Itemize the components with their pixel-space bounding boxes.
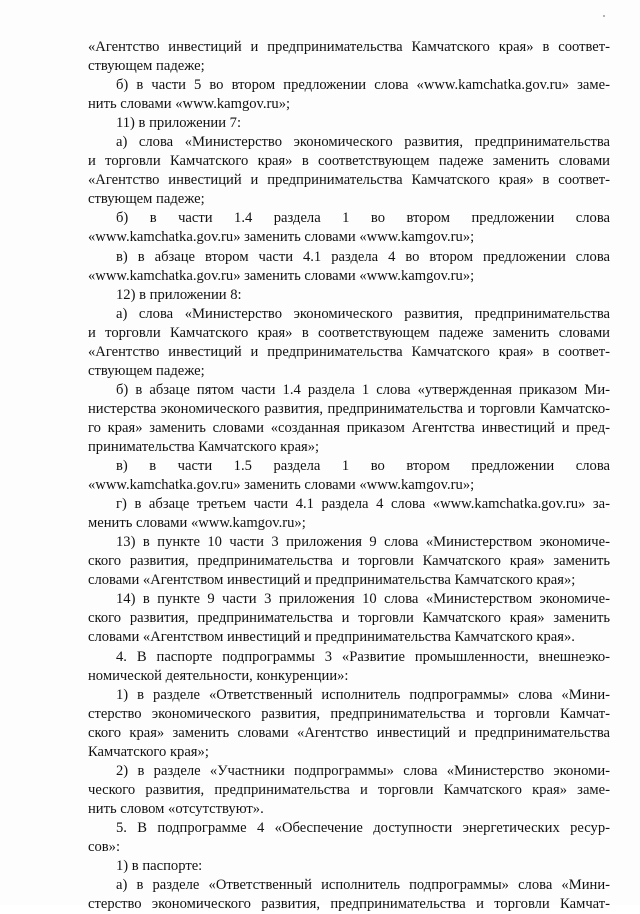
text-line: «Агентство инвестиций и предпринимательства Камчатского края» в соответ-	[88, 172, 610, 189]
text-line: 5. В подпрограмме 4 «Обеспечение доступности энергетических ресур-	[116, 819, 610, 836]
text-line: ствующем падеже;	[88, 58, 205, 75]
text-line: ского края» заменить словами «Агентство инвестиций и предпринимательства	[88, 724, 610, 741]
text-line: 2) в разделе «Участники подпрограммы» слова «Министерство экономи-	[116, 762, 610, 779]
text-line: в) в абзаце втором части 4.1 раздела 4 во втором предложении слова	[116, 248, 610, 265]
text-line: «www.kamchatka.gov.ru» заменить словами «www.kamgov.ru»;	[88, 229, 475, 246]
text-line: 12) в приложении 8:	[116, 286, 242, 303]
text-line: го края» заменить словами «созданная приказом Агентства инвестиций и пред-	[88, 419, 610, 436]
text-line: в) в части 1.5 раздела 1 во втором предложении слова	[116, 458, 610, 475]
text-line: стерство экономического развития, предпринимательства и торговли Камчат-	[88, 896, 610, 913]
text-line: сов»:	[88, 838, 121, 855]
text-line: б) в части 1.4 раздела 1 во втором предложении слова	[116, 210, 610, 227]
document-body	[88, 38, 610, 914]
text-line: 14) в пункте 9 части 3 приложения 10 слова «Министерством экономиче-	[116, 591, 610, 608]
scan-speck	[603, 15, 605, 17]
text-line: и торговли Камчатского края» в соответствующем падеже заменить словами	[88, 153, 610, 170]
text-line: «Агентство инвестиций и предпринимательства Камчатского края» в соответ-	[88, 39, 610, 55]
text-line: 1) в паспорте:	[116, 858, 203, 875]
text-line: ствующем падеже;	[88, 362, 205, 379]
text-line: 11) в приложении 7:	[116, 115, 242, 132]
text-line: номической деятельности, конкуренции»:	[88, 667, 349, 684]
text-line: словами «Агентством инвестиций и предпринимательства Камчатского края».	[88, 629, 575, 646]
text-line: нить словом «отсутствуют».	[88, 800, 264, 817]
text-line: нить словами «www.kamgov.ru»;	[88, 96, 291, 113]
text-line: 4. В паспорте подпрограммы 3 «Развитие промышленности, внешнеэко-	[116, 648, 610, 665]
text-line: ского развития, предпринимательства и торговли Камчатского края» заменить	[88, 553, 610, 570]
text-line: и торговли Камчатского края» в соответствующем падеже заменить словами	[88, 324, 610, 341]
text-line: стерство экономического развития, предпринимательства и торговли Камчат-	[88, 705, 610, 722]
text-line: «www.kamchatka.gov.ru» заменить словами «www.kamgov.ru»;	[88, 267, 475, 284]
text-line: а) слова «Министерство экономического развития, предпринимательства	[116, 134, 610, 151]
text-line: менить словами «www.kamgov.ru»;	[88, 515, 306, 532]
text-line: нистерства экономического развития, предпринимательства и торговли Камчатско-	[88, 400, 610, 417]
text-line: «Агентство инвестиций и предпринимательства Камчатского края» в соответ-	[88, 343, 610, 360]
text-line: принимательства Камчатского края»;	[88, 438, 320, 455]
text-line: «www.kamchatka.gov.ru» заменить словами «www.kamgov.ru»;	[88, 477, 475, 494]
text-line: г) в абзаце третьем части 4.1 раздела 4 слова «www.kamchatka.gov.ru» за-	[116, 496, 610, 513]
text-line: б) в абзаце пятом части 1.4 раздела 1 слова «утвержденная приказом Ми-	[116, 381, 610, 398]
text-line: словами «Агентством инвестиций и предпринимательства Камчатского края»;	[88, 572, 576, 589]
text-line: Камчатского края»;	[88, 743, 209, 760]
text-line: ского развития, предпринимательства и торговли Камчатского края» заменить	[88, 610, 610, 627]
text-line: ческого развития, предпринимательства и торговли Камчатского края» заме-	[88, 781, 610, 798]
text-line: а) в разделе «Ответственный исполнитель подпрограммы» слова «Мини-	[116, 877, 610, 894]
text-line: б) в части 5 во втором предложении слова «www.kamchatka.gov.ru» заме-	[116, 77, 610, 94]
text-line: ствующем падеже;	[88, 191, 205, 208]
text-line: 1) в разделе «Ответственный исполнитель подпрограммы» слова «Мини-	[116, 686, 610, 703]
text-line: 13) в пункте 10 части 3 приложения 9 слова «Министерством экономиче-	[116, 534, 610, 551]
text-line: а) слова «Министерство экономического развития, предпринимательства	[116, 305, 610, 322]
